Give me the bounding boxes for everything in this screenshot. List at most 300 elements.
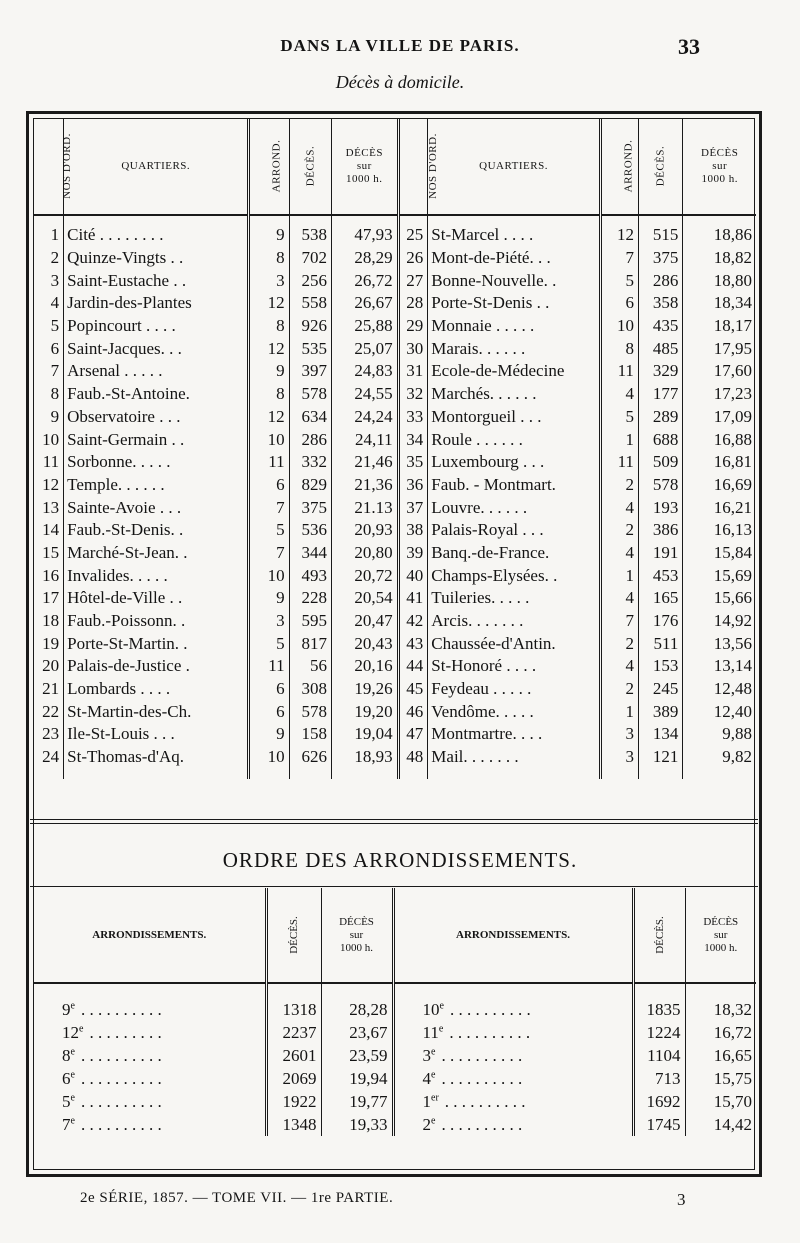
cell-rate: 47,93 xyxy=(331,215,398,247)
cell-name: Montmartre. . . . xyxy=(428,723,601,746)
cell-name: Porte-St-Denis . . xyxy=(428,292,601,315)
cell-arr: 3 xyxy=(249,610,289,633)
cell-deces: 595 xyxy=(289,610,331,633)
section-title: ORDRE DES ARRONDISSEMENTS. xyxy=(222,848,578,872)
cell-arr: 4 xyxy=(600,587,638,610)
cell-no: 47 xyxy=(398,723,428,746)
cell-no: 6 xyxy=(50,338,60,358)
cell-arr: 3 xyxy=(600,723,638,746)
cell-no: 37 xyxy=(398,496,428,519)
cell-arr: 4 xyxy=(600,496,638,519)
cell-rate: 16,69 xyxy=(683,474,756,497)
cell-arr: 9 xyxy=(249,215,289,247)
cell-deces: 515 xyxy=(638,215,682,247)
header-arrond-2: ARROND. xyxy=(600,118,638,215)
cell-no: 27 xyxy=(398,269,428,292)
cell-deces: 386 xyxy=(638,519,682,542)
cell-no: 1 xyxy=(50,225,60,245)
leader-dots: . . . . . . . . . . xyxy=(444,1091,526,1111)
cell-arr: 12 xyxy=(249,406,289,429)
cell-rate: 15,75 xyxy=(685,1067,756,1090)
header-arrondissements-2: ARRONDISSEMENTS. xyxy=(393,888,633,983)
header-deces-2: DÉCÈS. xyxy=(638,118,682,215)
cell-name: Faub.-St-Antoine. xyxy=(64,383,249,406)
cell-no: 2 xyxy=(50,248,60,268)
cell-name: Jardin-des-Plantes xyxy=(64,292,249,315)
cell-rate: 23,59 xyxy=(321,1044,393,1067)
arrond-suffix: e xyxy=(79,1022,84,1034)
cell-name: Mail. . . . . . . xyxy=(428,746,601,779)
header-arr-per1000: DÉCÈS sur 1000 h. xyxy=(321,888,393,983)
cell-no: 25 xyxy=(398,215,428,247)
cell-rate: 15,69 xyxy=(683,564,756,587)
cell-arr: 11 xyxy=(600,451,638,474)
cell-arrondissement xyxy=(34,1067,266,1090)
cell-deces: 389 xyxy=(638,700,682,723)
cell-rate: 24,24 xyxy=(331,406,398,429)
cell-deces: 177 xyxy=(638,383,682,406)
cell-rate: 24,55 xyxy=(331,383,398,406)
arrond-suffix: e xyxy=(438,1022,444,1034)
table-row xyxy=(34,723,756,746)
arrond-number: 6 xyxy=(62,1068,71,1088)
cell-no: 13 xyxy=(42,497,60,517)
cell-rate: 18,82 xyxy=(683,247,756,270)
cell-name: Chaussée-d'Antin. xyxy=(428,632,601,655)
header-arr-deces-2: DÉCÈS. xyxy=(633,888,685,983)
table-row xyxy=(34,337,756,360)
cell-rate: 14,92 xyxy=(683,610,756,633)
cell-deces: 245 xyxy=(638,678,682,701)
arrond-number: 3 xyxy=(422,1045,431,1065)
table-row xyxy=(34,1067,756,1090)
cell-rate: 25,07 xyxy=(331,337,398,360)
cell-rate: 19,33 xyxy=(321,1113,393,1136)
leader-dots: . . . . . . . . . . xyxy=(80,1114,162,1134)
table-row xyxy=(34,632,756,655)
cell-name: St-Honoré . . . . xyxy=(428,655,601,678)
table-row xyxy=(34,655,756,678)
cell-deces: 702 xyxy=(289,247,331,270)
cell-deces: 493 xyxy=(289,564,331,587)
cell-no: 4 xyxy=(50,293,60,313)
quartiers-header-row xyxy=(34,118,756,215)
cell-rate: 17,23 xyxy=(683,383,756,406)
table-row xyxy=(34,451,756,474)
header-per1000-2: DÉCÈS sur 1000 h. xyxy=(683,118,756,215)
leader-dots: . . . . . . . . . . xyxy=(80,1091,162,1111)
cell-rate: 19,77 xyxy=(321,1090,393,1113)
cell-rate: 14,42 xyxy=(685,1113,756,1136)
cell-deces: 509 xyxy=(638,451,682,474)
table-row xyxy=(34,746,756,779)
cell-no: 3 xyxy=(50,270,60,290)
arrond-number: 1 xyxy=(422,1091,431,1111)
cell-deces: 191 xyxy=(638,542,682,565)
cell-no: 22 xyxy=(42,701,60,721)
cell-arr: 2 xyxy=(600,474,638,497)
cell-arr: 8 xyxy=(249,247,289,270)
cell-arrondissement xyxy=(34,1113,266,1136)
cell-no: 33 xyxy=(398,406,428,429)
arrond-number: 2 xyxy=(422,1114,431,1134)
header-arrond: ARROND. xyxy=(249,118,289,215)
cell-arrondissement xyxy=(393,1021,633,1044)
cell-no: 43 xyxy=(398,632,428,655)
table-row xyxy=(34,610,756,633)
table-row xyxy=(34,1090,756,1113)
table-row xyxy=(34,383,756,406)
header-arr-per1000-2: DÉCÈS sur 1000 h. xyxy=(685,888,756,983)
cell-arrondissement xyxy=(34,1044,266,1067)
cell-rate: 17,09 xyxy=(683,406,756,429)
table-row xyxy=(34,542,756,565)
cell-deces: 688 xyxy=(638,428,682,451)
cell-deces: 375 xyxy=(638,247,682,270)
leader-dots: . . . . . . . . . . xyxy=(441,1068,523,1088)
header-quartiers: QUARTIERS. xyxy=(64,118,249,215)
leader-dots: . . . . . . . . . . xyxy=(449,1022,531,1042)
table-row xyxy=(34,247,756,270)
cell-arr: 10 xyxy=(600,315,638,338)
cell-arr: 12 xyxy=(249,292,289,315)
cell-no: 9 xyxy=(50,406,60,426)
leader-dots: . . . . . . . . . . xyxy=(449,999,531,1019)
cell-no: 17 xyxy=(42,588,60,608)
cell-no: 38 xyxy=(398,519,428,542)
cell-deces: 713 xyxy=(633,1067,685,1090)
cell-arr: 3 xyxy=(249,269,289,292)
cell-arr: 9 xyxy=(249,723,289,746)
cell-no: 21 xyxy=(42,679,60,699)
page-footer xyxy=(0,1190,800,1214)
cell-name: Roule . . . . . . xyxy=(428,428,601,451)
cell-no: 35 xyxy=(398,451,428,474)
cell-rate: 18,86 xyxy=(683,215,756,247)
cell-rate: 23,67 xyxy=(321,1021,393,1044)
cell-arrondissement xyxy=(393,1113,633,1136)
cell-rate: 15,66 xyxy=(683,587,756,610)
cell-deces: 176 xyxy=(638,610,682,633)
cell-name: Mont-de-Piété. . . xyxy=(428,247,601,270)
arrond-suffix: er xyxy=(431,1091,439,1103)
cell-arr: 4 xyxy=(600,655,638,678)
cell-no: 44 xyxy=(398,655,428,678)
table-row xyxy=(34,1113,756,1136)
cell-rate: 24,11 xyxy=(331,428,398,451)
cell-deces: 1745 xyxy=(633,1113,685,1136)
cell-deces: 1348 xyxy=(266,1113,321,1136)
header-per1000: DÉCÈS sur 1000 h. xyxy=(331,118,398,215)
cell-rate: 12,48 xyxy=(683,678,756,701)
cell-name: Porte-St-Martin. . xyxy=(64,632,249,655)
leader-dots: . . . . . . . . . . xyxy=(80,999,162,1019)
rule-top-2 xyxy=(30,823,758,824)
cell-name: Faub. - Montmart. xyxy=(428,474,601,497)
cell-arr: 10 xyxy=(249,428,289,451)
arrondissements-table xyxy=(34,888,756,1136)
cell-no: 28 xyxy=(398,292,428,315)
table-row xyxy=(34,700,756,723)
arrond-suffix: e xyxy=(431,1045,436,1057)
cell-rate: 19,20 xyxy=(331,700,398,723)
cell-no: 48 xyxy=(398,746,428,779)
arrond-number: 9 xyxy=(62,999,71,1019)
cell-arr: 8 xyxy=(600,337,638,360)
leader-dots: . . . . . . . . . . xyxy=(80,1068,162,1088)
cell-deces: 1318 xyxy=(266,983,321,1021)
table-row xyxy=(34,678,756,701)
arrond-suffix: e xyxy=(70,1091,75,1103)
header-nos-ord: NOS D'ORD. xyxy=(34,118,64,215)
cell-no: 12 xyxy=(42,474,60,494)
cell-name: Bonne-Nouvelle. . xyxy=(428,269,601,292)
cell-name: Tuileries. . . . . xyxy=(428,587,601,610)
cell-deces: 375 xyxy=(289,496,331,519)
cell-no: 8 xyxy=(50,384,60,404)
cell-rate: 20,54 xyxy=(331,587,398,610)
cell-rate: 21,36 xyxy=(331,474,398,497)
cell-arr: 7 xyxy=(249,542,289,565)
cell-arr: 1 xyxy=(600,700,638,723)
cell-name: Banq.-de-France. xyxy=(428,542,601,565)
arrond-header-row xyxy=(34,888,756,983)
cell-deces: 435 xyxy=(638,315,682,338)
cell-deces: 228 xyxy=(289,587,331,610)
cell-rate: 16,13 xyxy=(683,519,756,542)
cell-no: 32 xyxy=(398,383,428,406)
cell-rate: 26,72 xyxy=(331,269,398,292)
cell-deces: 121 xyxy=(638,746,682,779)
cell-no: 30 xyxy=(398,337,428,360)
arrond-suffix: e xyxy=(70,1068,75,1080)
cell-rate: 16,81 xyxy=(683,451,756,474)
cell-rate: 9,88 xyxy=(683,723,756,746)
arrond-number: 12 xyxy=(62,1022,79,1042)
cell-deces: 308 xyxy=(289,678,331,701)
cell-name: Hôtel-de-Ville . . xyxy=(64,587,249,610)
cell-name: Faub.-St-Denis. . xyxy=(64,519,249,542)
cell-arr: 11 xyxy=(600,360,638,383)
cell-deces: 485 xyxy=(638,337,682,360)
cell-name: Luxembourg . . . xyxy=(428,451,601,474)
header-arrondissements: ARRONDISSEMENTS. xyxy=(34,888,266,983)
cell-deces: 829 xyxy=(289,474,331,497)
cell-rate: 13,56 xyxy=(683,632,756,655)
cell-rate: 26,67 xyxy=(331,292,398,315)
cell-rate: 9,82 xyxy=(683,746,756,779)
cell-arr: 6 xyxy=(600,292,638,315)
cell-no: 14 xyxy=(42,520,60,540)
running-title: DANS LA VILLE DE PARIS. xyxy=(280,36,520,55)
footer-text: 2e SÉRIE, 1857. — TOME VII. — 1re PARTIE. xyxy=(80,1190,394,1206)
arrond-suffix: e xyxy=(439,999,444,1011)
arrond-number: 8 xyxy=(62,1045,71,1065)
cell-name: Saint-Germain . . xyxy=(64,428,249,451)
header-quartiers-2: QUARTIERS. xyxy=(428,118,601,215)
table-row xyxy=(34,564,756,587)
cell-rate: 17,60 xyxy=(683,360,756,383)
arrond-suffix: e xyxy=(70,1045,75,1057)
arrond-suffix: e xyxy=(70,999,75,1011)
cell-name: Invalides. . . . . xyxy=(64,564,249,587)
cell-arrondissement xyxy=(34,983,266,1021)
cell-rate: 28,29 xyxy=(331,247,398,270)
cell-deces: 332 xyxy=(289,451,331,474)
cell-name: Champs-Elysées. . xyxy=(428,564,601,587)
cell-name: Observatoire . . . xyxy=(64,406,249,429)
cell-arr: 10 xyxy=(249,746,289,779)
cell-deces: 158 xyxy=(289,723,331,746)
page-number: 33 xyxy=(678,34,700,59)
cell-rate: 19,26 xyxy=(331,678,398,701)
cell-arr: 8 xyxy=(249,315,289,338)
cell-arr: 7 xyxy=(600,610,638,633)
table-row xyxy=(34,519,756,542)
arrond-number: 5 xyxy=(62,1091,71,1111)
cell-deces: 634 xyxy=(289,406,331,429)
cell-name: St-Thomas-d'Aq. xyxy=(64,746,249,779)
cell-deces: 453 xyxy=(638,564,682,587)
cell-deces: 329 xyxy=(638,360,682,383)
cell-rate: 21.13 xyxy=(331,496,398,519)
cell-arr: 1 xyxy=(600,428,638,451)
quartiers-table xyxy=(34,118,756,779)
cell-no: 7 xyxy=(50,361,60,381)
rule-top xyxy=(30,819,758,820)
cell-rate: 28,28 xyxy=(321,983,393,1021)
cell-no: 39 xyxy=(398,542,428,565)
cell-no: 31 xyxy=(398,360,428,383)
cell-arr: 6 xyxy=(249,678,289,701)
cell-deces: 1104 xyxy=(633,1044,685,1067)
cell-name: Saint-Eustache . . xyxy=(64,269,249,292)
cell-deces: 578 xyxy=(289,383,331,406)
arrond-number: 4 xyxy=(422,1068,431,1088)
cell-name: Sainte-Avoie . . . xyxy=(64,496,249,519)
cell-arr: 4 xyxy=(600,542,638,565)
cell-arr: 12 xyxy=(600,215,638,247)
cell-rate: 16,65 xyxy=(685,1044,756,1067)
table-row xyxy=(34,1021,756,1044)
cell-rate: 25,88 xyxy=(331,315,398,338)
cell-arr: 12 xyxy=(249,337,289,360)
rule-section xyxy=(30,886,758,887)
cell-arr: 2 xyxy=(600,678,638,701)
cell-rate: 18,32 xyxy=(685,983,756,1021)
table-row xyxy=(34,474,756,497)
cell-name: Lombards . . . . xyxy=(64,678,249,701)
leader-dots: . . . . . . . . . xyxy=(89,1022,162,1042)
cell-name: Temple. . . . . . xyxy=(64,474,249,497)
cell-rate: 18,34 xyxy=(683,292,756,315)
cell-no: 11 xyxy=(42,452,60,472)
cell-arr: 10 xyxy=(249,564,289,587)
cell-no: 36 xyxy=(398,474,428,497)
cell-rate: 12,40 xyxy=(683,700,756,723)
cell-arr: 7 xyxy=(600,247,638,270)
arrond-suffix: e xyxy=(431,1068,436,1080)
cell-deces: 1922 xyxy=(266,1090,321,1113)
cell-no: 40 xyxy=(398,564,428,587)
cell-arrondissement xyxy=(393,1067,633,1090)
leader-dots: . . . . . . . . . . xyxy=(441,1045,523,1065)
cell-arr: 5 xyxy=(249,632,289,655)
table-row xyxy=(34,428,756,451)
header-nos-ord-2: NOS D'ORD. xyxy=(398,118,428,215)
cell-deces: 511 xyxy=(638,632,682,655)
cell-arr: 4 xyxy=(600,383,638,406)
cell-deces: 538 xyxy=(289,215,331,247)
cell-rate: 17,95 xyxy=(683,337,756,360)
cell-arr: 6 xyxy=(249,474,289,497)
table-row xyxy=(34,406,756,429)
cell-no: 20 xyxy=(42,656,60,676)
cell-name: Vendôme. . . . . xyxy=(428,700,601,723)
cell-arrondissement xyxy=(34,1090,266,1113)
cell-deces: 134 xyxy=(638,723,682,746)
cell-rate: 20,43 xyxy=(331,632,398,655)
cell-rate: 20,72 xyxy=(331,564,398,587)
leader-dots: . . . . . . . . . . xyxy=(80,1045,162,1065)
cell-rate: 24,83 xyxy=(331,360,398,383)
cell-name: Marais. . . . . . xyxy=(428,337,601,360)
cell-name: St-Marcel . . . . xyxy=(428,215,601,247)
cell-deces: 626 xyxy=(289,746,331,779)
cell-deces: 289 xyxy=(638,406,682,429)
cell-deces: 256 xyxy=(289,269,331,292)
cell-deces: 397 xyxy=(289,360,331,383)
cell-deces: 1835 xyxy=(633,983,685,1021)
cell-rate: 19,94 xyxy=(321,1067,393,1090)
cell-name: Arsenal . . . . . xyxy=(64,360,249,383)
cell-name: Ile-St-Louis . . . xyxy=(64,723,249,746)
footer-number: 3 xyxy=(677,1190,686,1209)
cell-no: 10 xyxy=(42,429,60,449)
cell-rate: 20,93 xyxy=(331,519,398,542)
cell-arr: 5 xyxy=(249,519,289,542)
table-row xyxy=(34,215,756,247)
cell-deces: 1224 xyxy=(633,1021,685,1044)
cell-no: 5 xyxy=(50,316,60,336)
cell-no: 26 xyxy=(398,247,428,270)
cell-name: Quinze-Vingts . . xyxy=(64,247,249,270)
cell-deces: 536 xyxy=(289,519,331,542)
cell-rate: 15,70 xyxy=(685,1090,756,1113)
cell-deces: 558 xyxy=(289,292,331,315)
cell-no: 23 xyxy=(42,724,60,744)
cell-rate: 16,72 xyxy=(685,1021,756,1044)
cell-arr: 8 xyxy=(249,383,289,406)
cell-name: Faub.-Poissonn. . xyxy=(64,610,249,633)
arrond-suffix: e xyxy=(70,1114,75,1126)
cell-deces: 817 xyxy=(289,632,331,655)
cell-arrondissement xyxy=(393,1044,633,1067)
cell-rate: 16,88 xyxy=(683,428,756,451)
cell-name: Cité . . . . . . . . xyxy=(64,215,249,247)
cell-no: 15 xyxy=(42,542,60,562)
header-deces: DÉCÈS. xyxy=(289,118,331,215)
cell-deces: 1692 xyxy=(633,1090,685,1113)
cell-no: 18 xyxy=(42,611,60,631)
cell-arr: 2 xyxy=(600,632,638,655)
cell-name: St-Martin-des-Ch. xyxy=(64,700,249,723)
table-row xyxy=(34,587,756,610)
cell-no: 34 xyxy=(398,428,428,451)
cell-arr: 3 xyxy=(600,746,638,779)
cell-deces: 286 xyxy=(638,269,682,292)
cell-rate: 19,04 xyxy=(331,723,398,746)
